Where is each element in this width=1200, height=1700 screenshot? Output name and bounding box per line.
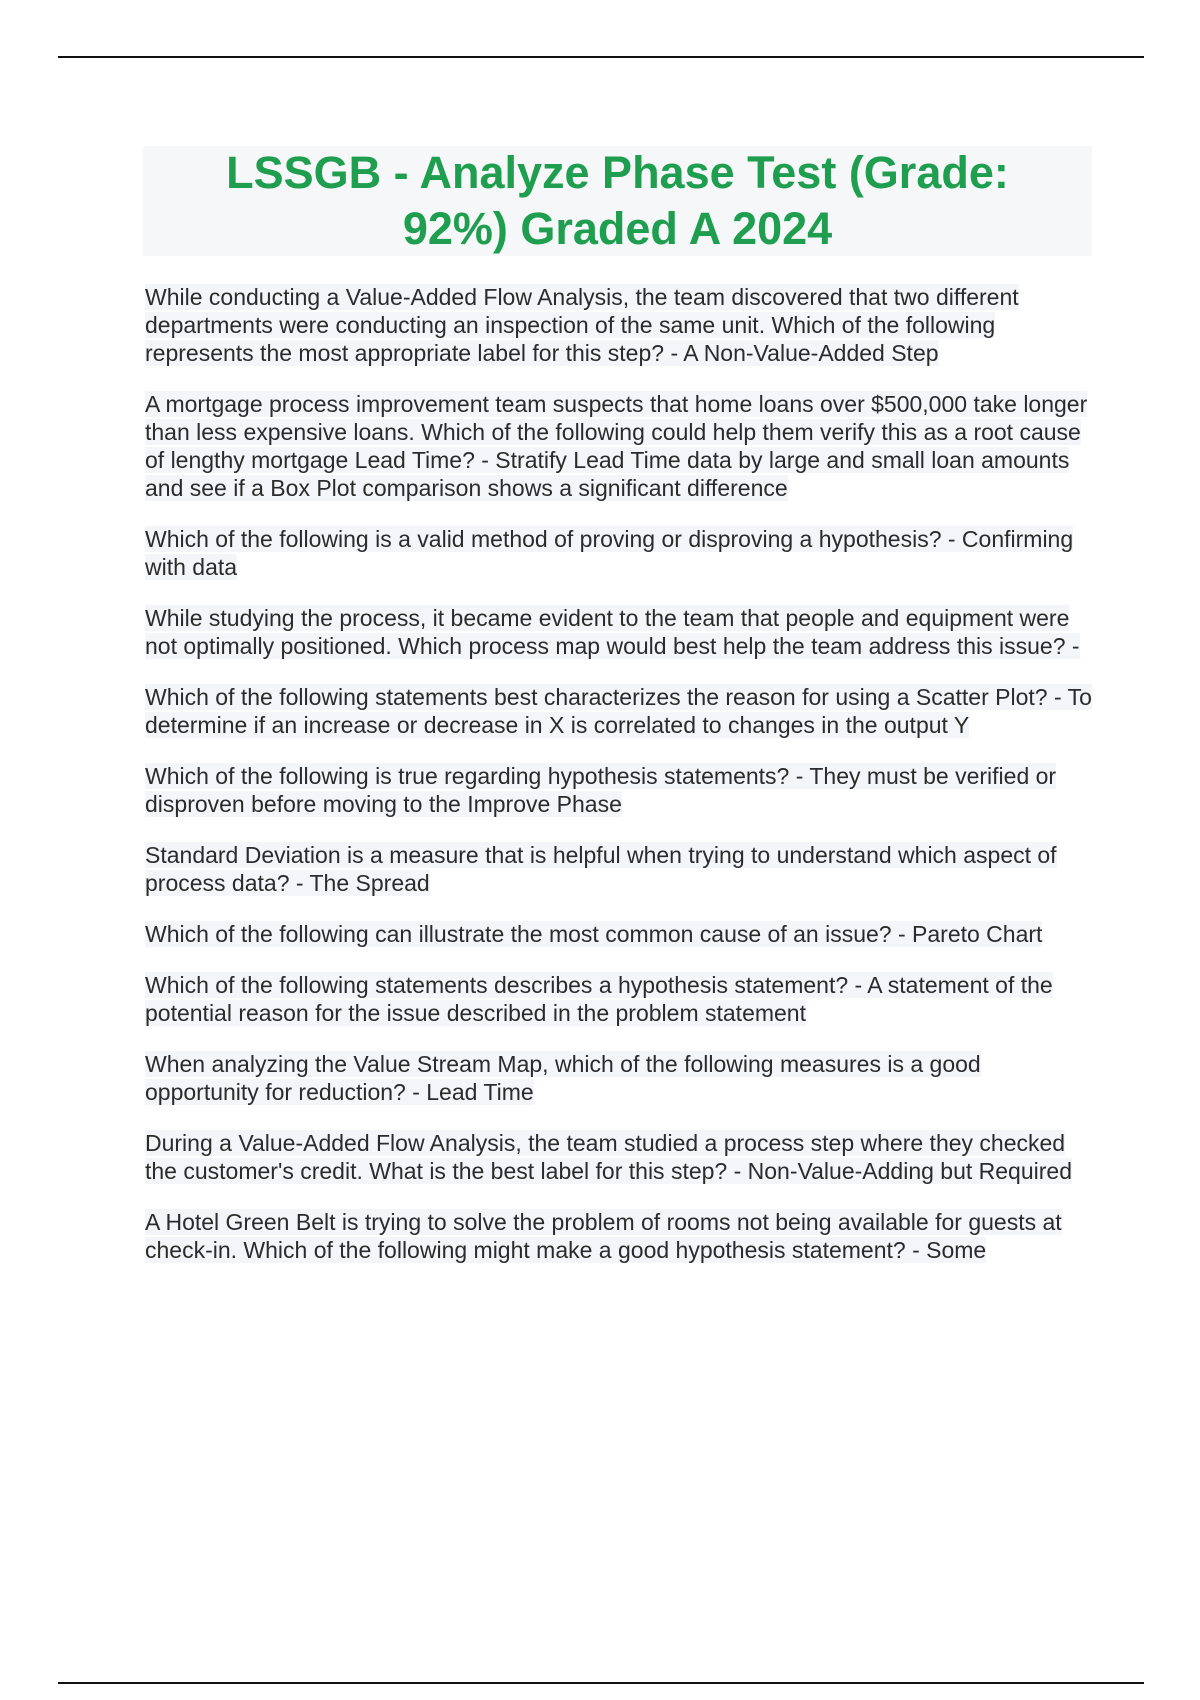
qa-item	[145, 762, 1095, 818]
qa-item	[145, 971, 1095, 1027]
qa-text: A mortgage process improvement team suspects that home loans over $500,000 take longer than less expensive loans. Which of the following could help them verify this as a root cause of lengthy mortgage Lead Time? - Stratify Lead Time data by large and small loan amounts and see if a Box Plot comparison shows a significant difference	[145, 391, 1088, 501]
qa-item	[145, 390, 1095, 502]
qa-text: Which of the following is true regarding hypothesis statements? - They must be verified or disproven before moving to the Improve Phase	[145, 763, 1057, 817]
qa-item	[145, 920, 1095, 948]
qa-item	[145, 1050, 1095, 1106]
document-title: LSSGB - Analyze Phase Test (Grade: 92%) Graded A 2024	[226, 147, 1009, 254]
qa-text: Which of the following can illustrate the most common cause of an issue? - Pareto Chart	[145, 921, 1043, 947]
qa-text: Which of the following statements describes a hypothesis statement? - A statement of the potential reason for the issue described in the problem statement	[145, 972, 1053, 1026]
qa-text: A Hotel Green Belt is trying to solve the problem of rooms not being available for guests at check-in. Which of the following might make a good hypothesis statement? - Some	[145, 1209, 1062, 1263]
qa-text: Standard Deviation is a measure that is helpful when trying to understand which aspect of process data? - The Spread	[145, 842, 1057, 896]
qa-item	[145, 841, 1095, 897]
qa-text: When analyzing the Value Stream Map, which of the following measures is a good opportunity for reduction? - Lead Time	[145, 1051, 981, 1105]
qa-item	[145, 1208, 1095, 1264]
qa-item	[145, 525, 1095, 581]
qa-item	[145, 283, 1095, 367]
qa-text: While conducting a Value-Added Flow Analysis, the team discovered that two different departments were conducting an inspection of the same unit. Which of the following represents the most appropriate label for this step? - A Non-Value-Added Step	[145, 284, 1019, 366]
top-rule	[58, 56, 1144, 58]
qa-list	[145, 283, 1095, 1287]
qa-text: Which of the following is a valid method of proving or disproving a hypothesis? - Confirming with data	[145, 526, 1074, 580]
qa-text: During a Value-Added Flow Analysis, the team studied a process step where they checked the customer's credit. What is the best label for this step? - Non-Value-Adding but Required	[145, 1130, 1072, 1184]
title-block	[143, 146, 1092, 256]
qa-item	[145, 1129, 1095, 1185]
qa-item	[145, 683, 1095, 739]
qa-text: While studying the process, it became evident to the team that people and equipment were not optimally positioned. Which process map would best help the team address this issue? -	[145, 605, 1080, 659]
qa-item	[145, 604, 1095, 660]
qa-text: Which of the following statements best characterizes the reason for using a Scatter Plot? - To determine if an increase or decrease in X is correlated to changes in the output Y	[145, 684, 1092, 738]
bottom-rule	[58, 1682, 1144, 1684]
